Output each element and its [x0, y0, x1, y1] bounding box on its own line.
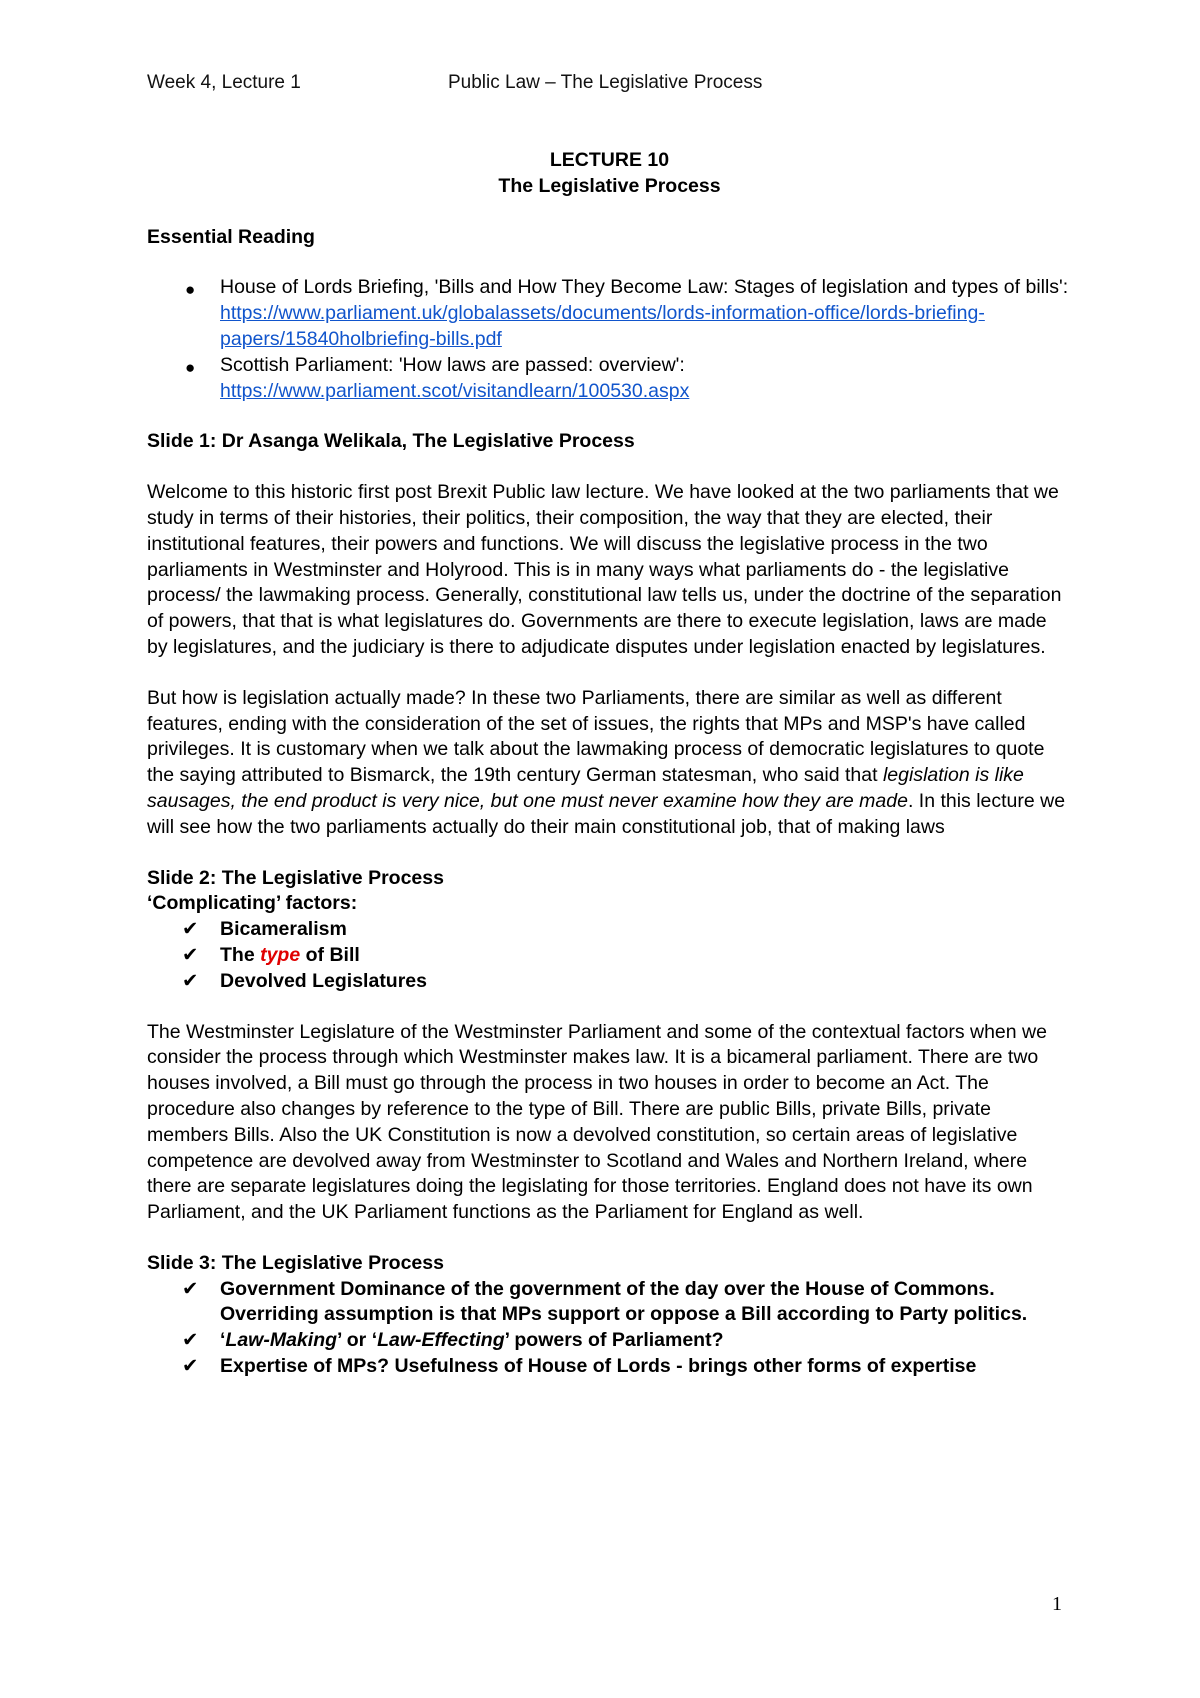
slide2-subheading: ‘Complicating’ factors: [147, 892, 358, 915]
slide1-paragraph-2: But how is legislation actually made? In these two Parliaments, there are similar as well as different features, ending with the consideration of the set of issues, the rights that MPs and MSP's have called privileges. It is customary when we talk about the lawmaking process of democratic legislatures to quote the saying attributed to Bismarck, the 19th century German statesman, who said that legislation is like sausages, the end product is very nice, but one must never examine how they are made. In this lecture we will see how the two parliaments actually do their main constitutional job, that of making laws [147, 686, 1066, 838]
document-body [147, 148, 1072, 1380]
bullet-icon: ● [185, 357, 196, 377]
check-icon: ✔ [182, 1355, 199, 1378]
checklist-item-type-of-bill: ✔ The type of Bill [147, 943, 1072, 969]
reading-item [147, 275, 1072, 352]
slide2-heading: Slide 2: The Legislative Process [147, 866, 444, 889]
reading-item [147, 353, 1072, 405]
checklist-item-devolved: ✔ Devolved Legislatures [147, 969, 1072, 995]
slide2-checklist [147, 917, 1072, 994]
essential-reading-heading: Essential Reading [147, 225, 315, 248]
reading-list [147, 275, 1072, 404]
slide1-paragraph-1: Welcome to this historic first post Brexit Public law lecture. We have looked at the two parliaments that we study in terms of their histories, their politics, their composition, the way that they are elected, their institutional features, their powers and functions. We will discuss the legislative process in the two parliaments in Westminster and Holyrood. This is in many ways what parliaments do - the legislative process/ the lawmaking process. Generally, constitutional law tells us, under the doctrine of the separation of powers, that that is what legislatures do. Governments are there to execute legislation, laws are made by legislatures, and the judiciary is there to adjudicate disputes under legislation enacted by legislatures. [147, 481, 1062, 658]
check-icon: ✔ [182, 969, 199, 992]
checklist-item-law-making: ✔ ‘Law-Making’ or ‘Law-Effecting’ powers of Parliament? [147, 1328, 1072, 1354]
reading-item-text: Scottish Parliament: 'How laws are passed: overview': [220, 353, 685, 376]
check-icon: ✔ [182, 918, 199, 941]
lecture-title: The Legislative Process [498, 174, 721, 197]
scottish-parliament-link[interactable]: https://www.parliament.scot/visitandlearn/100530.aspx [220, 379, 690, 402]
lecture-number: LECTURE 10 [549, 149, 670, 171]
header-left: Week 4, Lecture 1 [147, 72, 301, 93]
checklist-item-bicameralism: ✔ Bicameralism [147, 917, 1072, 943]
bullet-icon: ● [185, 280, 196, 300]
slide1-heading: Slide 1: Dr Asanga Welikala, The Legislative Process [147, 430, 635, 453]
check-icon: ✔ [182, 1277, 199, 1300]
checklist-item-expertise: ✔ Expertise of MPs? Usefulness of House of Lords - brings other forms of expertise [147, 1354, 1072, 1380]
check-icon: ✔ [182, 1329, 199, 1352]
check-icon: ✔ [182, 943, 199, 966]
checklist-item-government-dominance: ✔ Government Dominance of the government of the day over the House of Commons. Overriding assumption is that MPs support or oppose a Bill according to Party politics. [182, 1277, 1028, 1326]
bismarck-quote: legislation is like sausages, the end product is very nice, but one must never examine how they are made [147, 764, 1024, 812]
slide3-checklist [147, 1277, 1072, 1380]
reading-item-text: House of Lords Briefing, 'Bills and How They Become Law: Stages of legislation and types of bills': [220, 276, 1069, 299]
slide2-paragraph: The Westminster Legislature of the Westminster Parliament and some of the contextual factors when we consider the process through which Westminster makes law. It is a bicameral parliament. There are two houses involved, a Bill must go through the process in two houses in order to become an Act. The procedure also changes by reference to the type of Bill. There are public Bills, private Bills, private members Bills. Also the UK Constitution is now a devolved constitution, so certain areas of legislative competence are devolved away from Westminster to Scotland and Wales and Northern Ireland, where there are separate legislatures doing the legislating for those territories. England does not have its own Parliament, and the UK Parliament functions as the Parliament for England as well. [147, 1020, 1047, 1224]
lords-briefing-link[interactable]: https://www.parliament.uk/globalassets/documents/lords-information-office/lords-briefing-papers/15840holbriefing-bills.pdf [220, 302, 985, 350]
slide3-heading: Slide 3: The Legislative Process [147, 1251, 444, 1274]
header-right: Public Law – The Legislative Process [448, 72, 763, 93]
page-number: 1 [1052, 1593, 1062, 1615]
type-emphasis: type [260, 943, 301, 966]
